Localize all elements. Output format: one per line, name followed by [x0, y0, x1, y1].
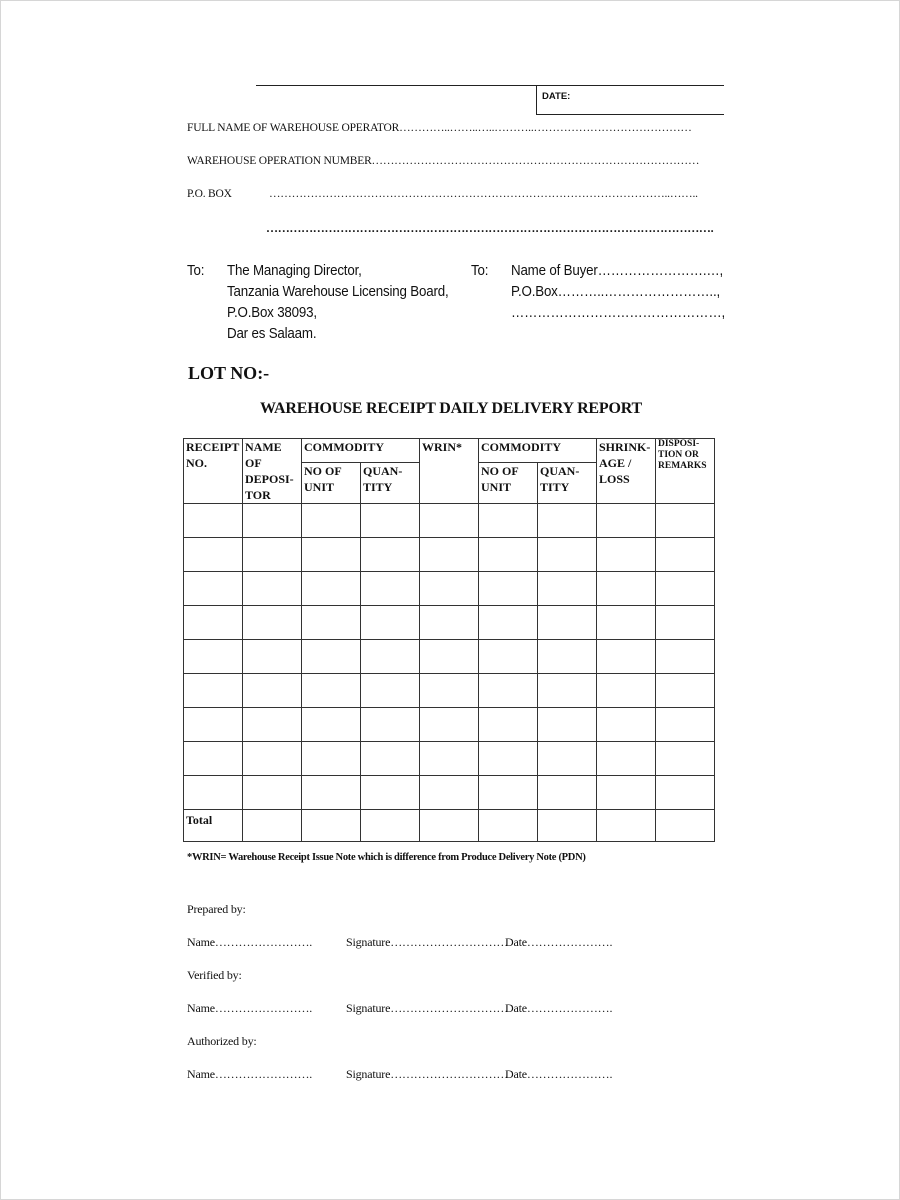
table-row: [184, 742, 715, 776]
po-box-label: P.O. BOX: [187, 188, 232, 200]
verified-name-field: Name…………………….: [187, 1001, 313, 1015]
table-cell[interactable]: [361, 810, 420, 842]
table-cell[interactable]: [302, 674, 361, 708]
to-right-address: [511, 261, 725, 324]
table-cell[interactable]: [302, 776, 361, 810]
table-cell[interactable]: [597, 606, 656, 640]
table-row: [184, 606, 715, 640]
table-cell[interactable]: [302, 572, 361, 606]
header-no-of-unit-1: NO OF UNIT: [302, 462, 361, 503]
table-cell[interactable]: [656, 572, 715, 606]
header-commodity-2: COMMODITY: [479, 439, 597, 463]
header-quantity-2: QUAN-TITY: [538, 462, 597, 503]
po-box-dots-line-2: …………………………………………………………………………………………………….: [266, 221, 714, 235]
verified-signature-field: Signature…………………………: [346, 1001, 509, 1015]
table-cell[interactable]: [656, 810, 715, 842]
table-cell[interactable]: [656, 504, 715, 538]
table-cell[interactable]: [656, 538, 715, 572]
table-cell[interactable]: [597, 742, 656, 776]
address-line: The Managing Director,: [227, 263, 362, 279]
table-cell[interactable]: [361, 504, 420, 538]
table-cell[interactable]: [479, 572, 538, 606]
table-cell[interactable]: [538, 572, 597, 606]
table-cell[interactable]: [597, 776, 656, 810]
header-receipt-no: RECEIPT NO.: [184, 439, 243, 504]
operator-name-field: FULL NAME OF WAREHOUSE OPERATOR…………..……..…..………..……………………………………: [187, 122, 692, 134]
table-cell[interactable]: [302, 538, 361, 572]
authorized-signature-field: Signature…………………………: [346, 1067, 509, 1081]
table-cell[interactable]: [479, 742, 538, 776]
header-disposition: DISPOSI-TION OR REMARKS: [656, 439, 715, 504]
table-row: [184, 708, 715, 742]
address-line: Tanzania Warehouse Licensing Board,: [227, 284, 449, 300]
prepared-signature-field: Signature…………………………: [346, 935, 509, 949]
prepared-by-label: Prepared by:: [187, 902, 246, 916]
verified-date-field: Date………………….: [505, 1001, 613, 1015]
wrin-footnote: *WRIN= Warehouse Receipt Issue Note which is difference from Produce Delivery Note (PDN): [187, 852, 586, 863]
table-row: [184, 538, 715, 572]
header-quantity-1: QUAN-TITY: [361, 462, 420, 503]
table-cell[interactable]: [243, 708, 302, 742]
header-commodity-1: COMMODITY: [302, 439, 420, 463]
table-cell[interactable]: [243, 504, 302, 538]
table-cell[interactable]: [538, 708, 597, 742]
table-cell[interactable]: [184, 776, 243, 810]
lot-number-label: LOT NO:-: [188, 363, 270, 383]
table-cell[interactable]: [420, 538, 479, 572]
table-cell[interactable]: [656, 674, 715, 708]
table-cell[interactable]: [243, 538, 302, 572]
table-cell[interactable]: [361, 674, 420, 708]
table-row: [184, 674, 715, 708]
address-line: Dar es Salaam.: [227, 326, 317, 342]
table-cell[interactable]: [597, 640, 656, 674]
table-cell[interactable]: [420, 776, 479, 810]
table-row: [184, 572, 715, 606]
delivery-report-table: [183, 438, 715, 842]
table-cell[interactable]: [243, 674, 302, 708]
table-cell[interactable]: [479, 538, 538, 572]
date-box-divider: [536, 85, 537, 114]
authorized-by-label: Authorized by:: [187, 1034, 257, 1048]
table-cell[interactable]: [420, 708, 479, 742]
table-cell[interactable]: [597, 572, 656, 606]
table-cell[interactable]: [184, 606, 243, 640]
table-cell[interactable]: [243, 776, 302, 810]
table-cell[interactable]: [479, 674, 538, 708]
table-cell[interactable]: [243, 742, 302, 776]
table-cell[interactable]: [656, 776, 715, 810]
table-cell[interactable]: [420, 640, 479, 674]
table-cell[interactable]: [656, 606, 715, 640]
table-cell[interactable]: [538, 674, 597, 708]
table-cell[interactable]: [420, 742, 479, 776]
table-cell[interactable]: [538, 640, 597, 674]
verified-by-label: Verified by:: [187, 968, 242, 982]
table-cell[interactable]: [302, 606, 361, 640]
table-cell[interactable]: [479, 504, 538, 538]
to-left-address: [227, 261, 448, 345]
table-cell[interactable]: [479, 810, 538, 842]
table-total-row: [184, 810, 715, 842]
table-cell[interactable]: [420, 606, 479, 640]
report-title: WAREHOUSE RECEIPT DAILY DELIVERY REPORT: [260, 400, 642, 417]
po-box-dots: ……………………………………………………………………………………………..……..: [269, 188, 698, 200]
table-cell[interactable]: [302, 810, 361, 842]
address-line: P.O.Box 38093,: [227, 305, 317, 321]
table-cell[interactable]: [184, 640, 243, 674]
table-cell[interactable]: [302, 640, 361, 674]
table-cell[interactable]: [361, 742, 420, 776]
table-cell[interactable]: [302, 742, 361, 776]
total-label: Total: [184, 810, 243, 842]
table-row: [184, 776, 715, 810]
operation-number-field: WAREHOUSE OPERATION NUMBER……………………………………………………………………………: [187, 155, 700, 167]
table-cell[interactable]: [420, 504, 479, 538]
table-cell[interactable]: [538, 742, 597, 776]
header-top-rule: [256, 85, 724, 86]
table-cell[interactable]: [479, 708, 538, 742]
table-cell[interactable]: [243, 810, 302, 842]
table-cell[interactable]: [243, 572, 302, 606]
table-cell[interactable]: [597, 504, 656, 538]
prepared-date-field: Date………………….: [505, 935, 613, 949]
table-cell[interactable]: [656, 708, 715, 742]
table-cell[interactable]: [184, 572, 243, 606]
table-cell[interactable]: [361, 708, 420, 742]
table-cell[interactable]: [656, 640, 715, 674]
to-right-label: To:: [471, 263, 489, 279]
table-cell[interactable]: [656, 742, 715, 776]
table-cell[interactable]: [184, 504, 243, 538]
buyer-name-line: Name of Buyer…………………….…,: [511, 263, 724, 279]
table-cell[interactable]: [538, 810, 597, 842]
table-cell[interactable]: [597, 708, 656, 742]
table-cell[interactable]: [538, 606, 597, 640]
table-row: [184, 640, 715, 674]
table-cell[interactable]: [302, 708, 361, 742]
table-row: [184, 504, 715, 538]
table-cell[interactable]: [243, 606, 302, 640]
table-cell[interactable]: [538, 776, 597, 810]
table-cell[interactable]: [243, 640, 302, 674]
header-no-of-unit-2: NO OF UNIT: [479, 462, 538, 503]
header-wrin: WRIN*: [420, 439, 479, 504]
date-box-bottom-rule: [536, 114, 724, 115]
buyer-pobox-line: P.O.Box………..……………………..,: [511, 284, 720, 300]
table-cell[interactable]: [538, 538, 597, 572]
prepared-name-field: Name…………………….: [187, 935, 313, 949]
table-cell[interactable]: [479, 606, 538, 640]
table-cell[interactable]: [597, 674, 656, 708]
table-cell[interactable]: [361, 776, 420, 810]
authorized-name-field: Name…………………….: [187, 1067, 313, 1081]
table-cell[interactable]: [302, 504, 361, 538]
to-left-label: To:: [187, 263, 205, 279]
date-label: DATE:: [542, 91, 571, 102]
table-cell[interactable]: [184, 742, 243, 776]
table-cell[interactable]: [361, 572, 420, 606]
authorized-date-field: Date………………….: [505, 1067, 613, 1081]
table-cell[interactable]: [361, 538, 420, 572]
header-depositor: NAME OF DEPOSI-TOR: [243, 439, 302, 504]
table-cell[interactable]: [420, 572, 479, 606]
table-cell[interactable]: [479, 776, 538, 810]
table-cell[interactable]: [479, 640, 538, 674]
table-cell[interactable]: [597, 810, 656, 842]
table-header-row: [184, 439, 715, 463]
table-cell[interactable]: [361, 606, 420, 640]
header-shrinkage: SHRINK-AGE / LOSS: [597, 439, 656, 504]
table-cell[interactable]: [420, 810, 479, 842]
table-cell[interactable]: [184, 674, 243, 708]
table-cell[interactable]: [361, 640, 420, 674]
table-cell[interactable]: [184, 708, 243, 742]
buyer-extra-line: …………………………………………,: [511, 305, 726, 321]
table-cell[interactable]: [538, 504, 597, 538]
table-cell[interactable]: [184, 538, 243, 572]
table-cell[interactable]: [420, 674, 479, 708]
table-cell[interactable]: [597, 538, 656, 572]
